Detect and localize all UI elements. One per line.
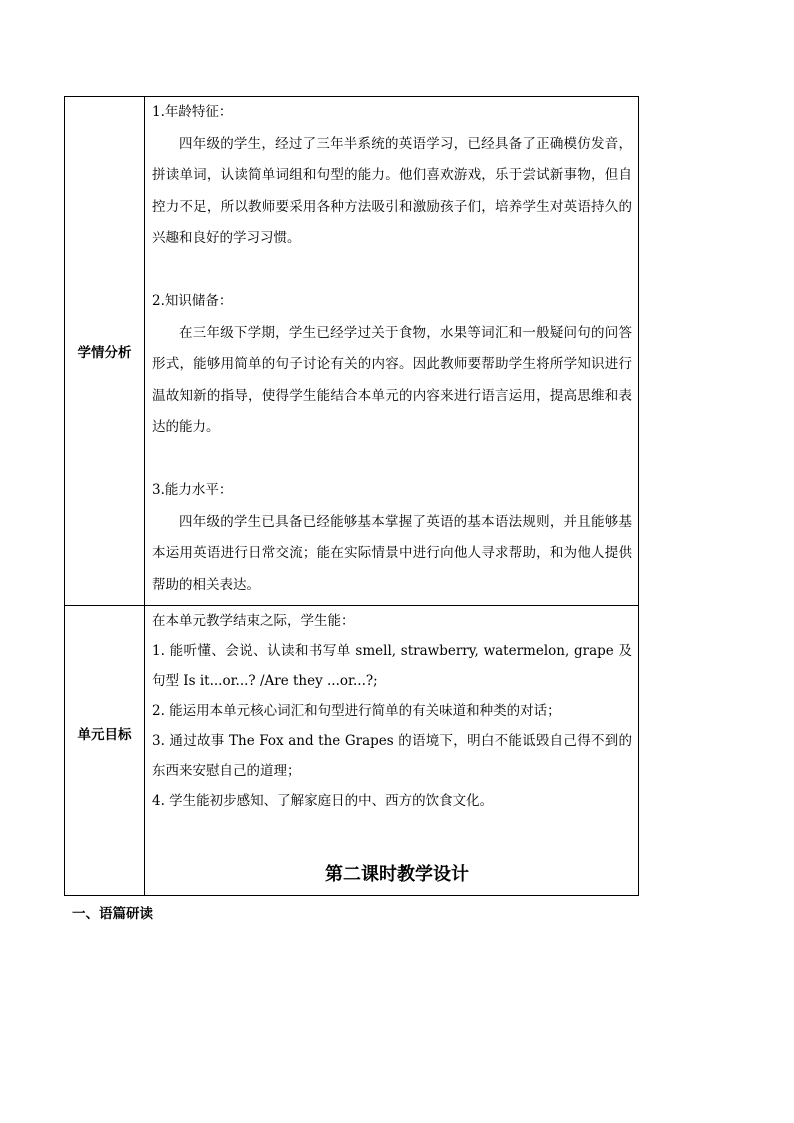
spacer	[152, 444, 632, 476]
goal-item-4: 4. 学生能初步感知、了解家庭日的中、西方的饮食文化。	[152, 793, 494, 809]
goals-content	[145, 606, 639, 896]
section-heading: 一、语篇研读	[72, 906, 153, 922]
ability-heading: 3.能力水平：	[152, 482, 233, 498]
goal-item-3: 3. 通过故事 The Fox and the Grapes 的语境下，明白不能诋毁自己得不到的东西来安慰自己的道理；	[152, 733, 632, 779]
goals-intro: 在本单元教学结束之际，学生能：	[152, 613, 355, 629]
analysis-content	[145, 97, 639, 606]
analysis-label: 学情分析	[65, 97, 145, 606]
lesson-plan-table	[64, 96, 639, 896]
goal-item-2: 2. 能运用本单元核心词汇和句型进行简单的有关味道和种类的对话；	[152, 703, 561, 719]
goals-row	[65, 606, 639, 896]
age-heading: 1.年龄特征：	[152, 104, 233, 120]
knowledge-heading: 2.知识储备：	[152, 293, 233, 309]
knowledge-body: 在三年级下学期，学生已经学过关于食物，水果等词汇和一般疑问句的问答形式，能够用简单的句子讨论有关的内容。因此教师要帮助学生将所学知识进行温故知新的指导，使得学生能结合本单元的内容来进行语言运用，提高思维和表达的能力。	[152, 324, 632, 435]
ability-body: 四年级的学生已具备已经能够基本掌握了英语的基本语法规则，并且能够基本运用英语进行日常交流；能在实际情景中进行向他人寻求帮助，和为他人提供帮助的相关表达。	[152, 513, 632, 593]
spacer	[152, 255, 632, 287]
age-body: 四年级的学生，经过了三年半系统的英语学习，已经具备了正确模仿发音，拼读单词，认读简单词组和句型的能力。他们喜欢游戏，乐于尝试新事物，但自控力不足，所以教师要采用各种方法吸引和激励孩子们，培养学生对英语持久的兴趣和良好的学习习惯。	[152, 135, 632, 246]
analysis-row	[65, 97, 639, 606]
goal-item-1: 1. 能听懂、会说、认读和书写单 smell, strawberry, watermelon, grape 及句型 Is it...or...? /Are they ...or...?;	[152, 643, 632, 689]
lesson-title: 第二课时教学设计	[325, 864, 469, 885]
goals-label: 单元目标	[65, 606, 145, 896]
